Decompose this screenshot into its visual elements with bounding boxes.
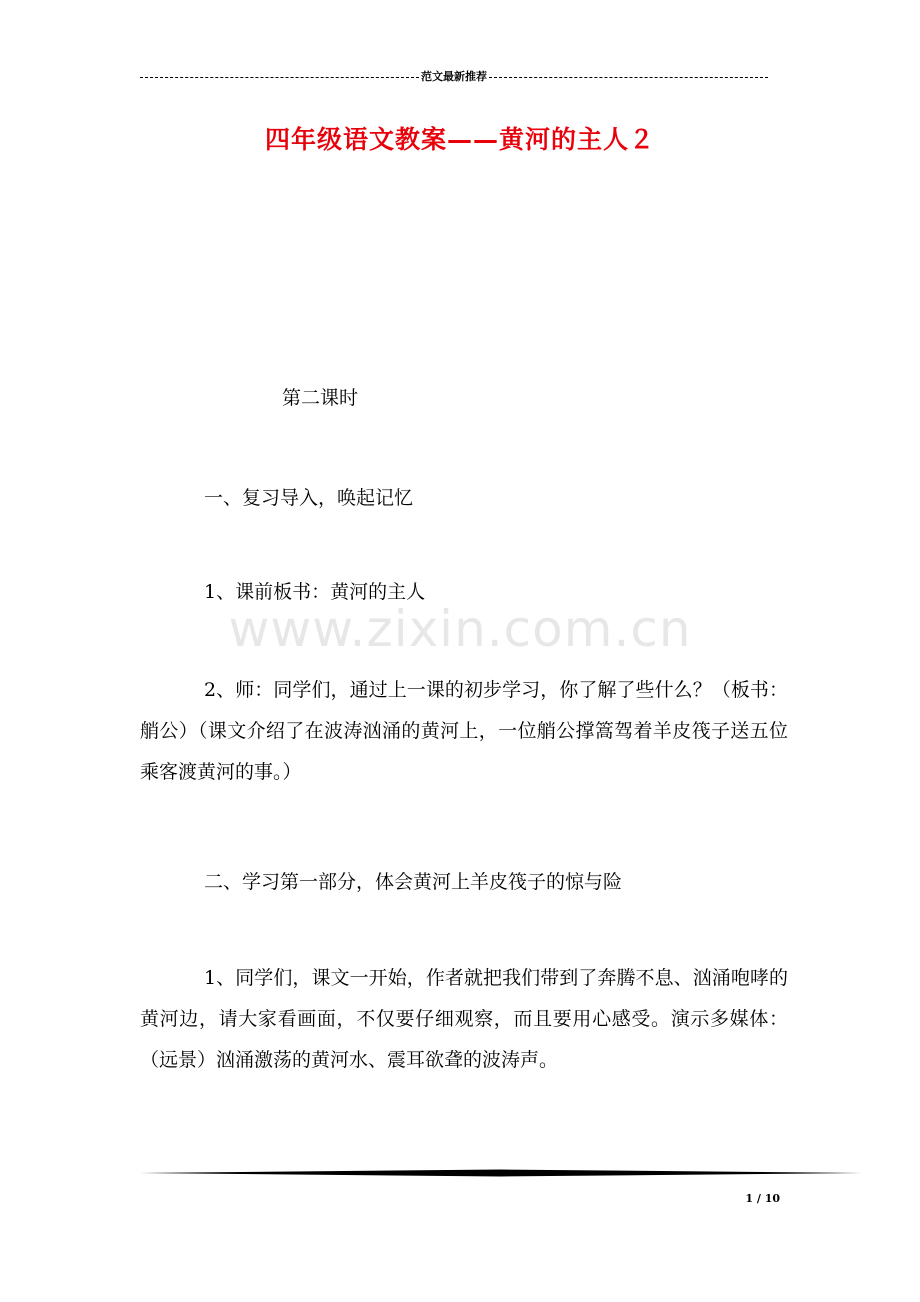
section-heading-1: 一、复习导入，唤起记忆 — [204, 487, 414, 509]
page-header — [140, 68, 768, 84]
header-label: 范文最新推荐 — [421, 70, 487, 83]
document-title: 四年级语文教案——黄河的主人２ — [264, 125, 655, 154]
page-number: 1 / 10 — [745, 1192, 780, 1205]
header-dash-left — [140, 77, 419, 78]
paragraph-1: 1、课前板书：黄河的主人 — [204, 581, 426, 603]
paragraph-2: 2、师：同学们，通过上一课的初步学习，你了解了些什么？（板书：艄公）（课文介绍了在波涛汹涌的黄河上，一位艄公撑篙驾着羊皮筏子送五位乘客渡黄河的事。） — [140, 679, 788, 783]
header-dash-right — [489, 77, 768, 78]
section-heading-2: 二、学习第一部分，体会黄河上羊皮筏子的惊与险 — [204, 871, 623, 893]
paragraph-3: 1、同学们，课文一开始，作者就把我们带到了奔腾不息、汹涌咆哮的黄河边，请大家看画面，不仅要仔细观察，而且要用心感受。演示多媒体：（远景）汹涌激荡的黄河水、震耳欲聋的波涛声。 — [140, 967, 788, 1071]
footer-rule — [140, 1168, 862, 1178]
watermark: www.zixin.com.cn — [228, 600, 692, 658]
lesson-period: 第二课时 — [282, 387, 359, 409]
